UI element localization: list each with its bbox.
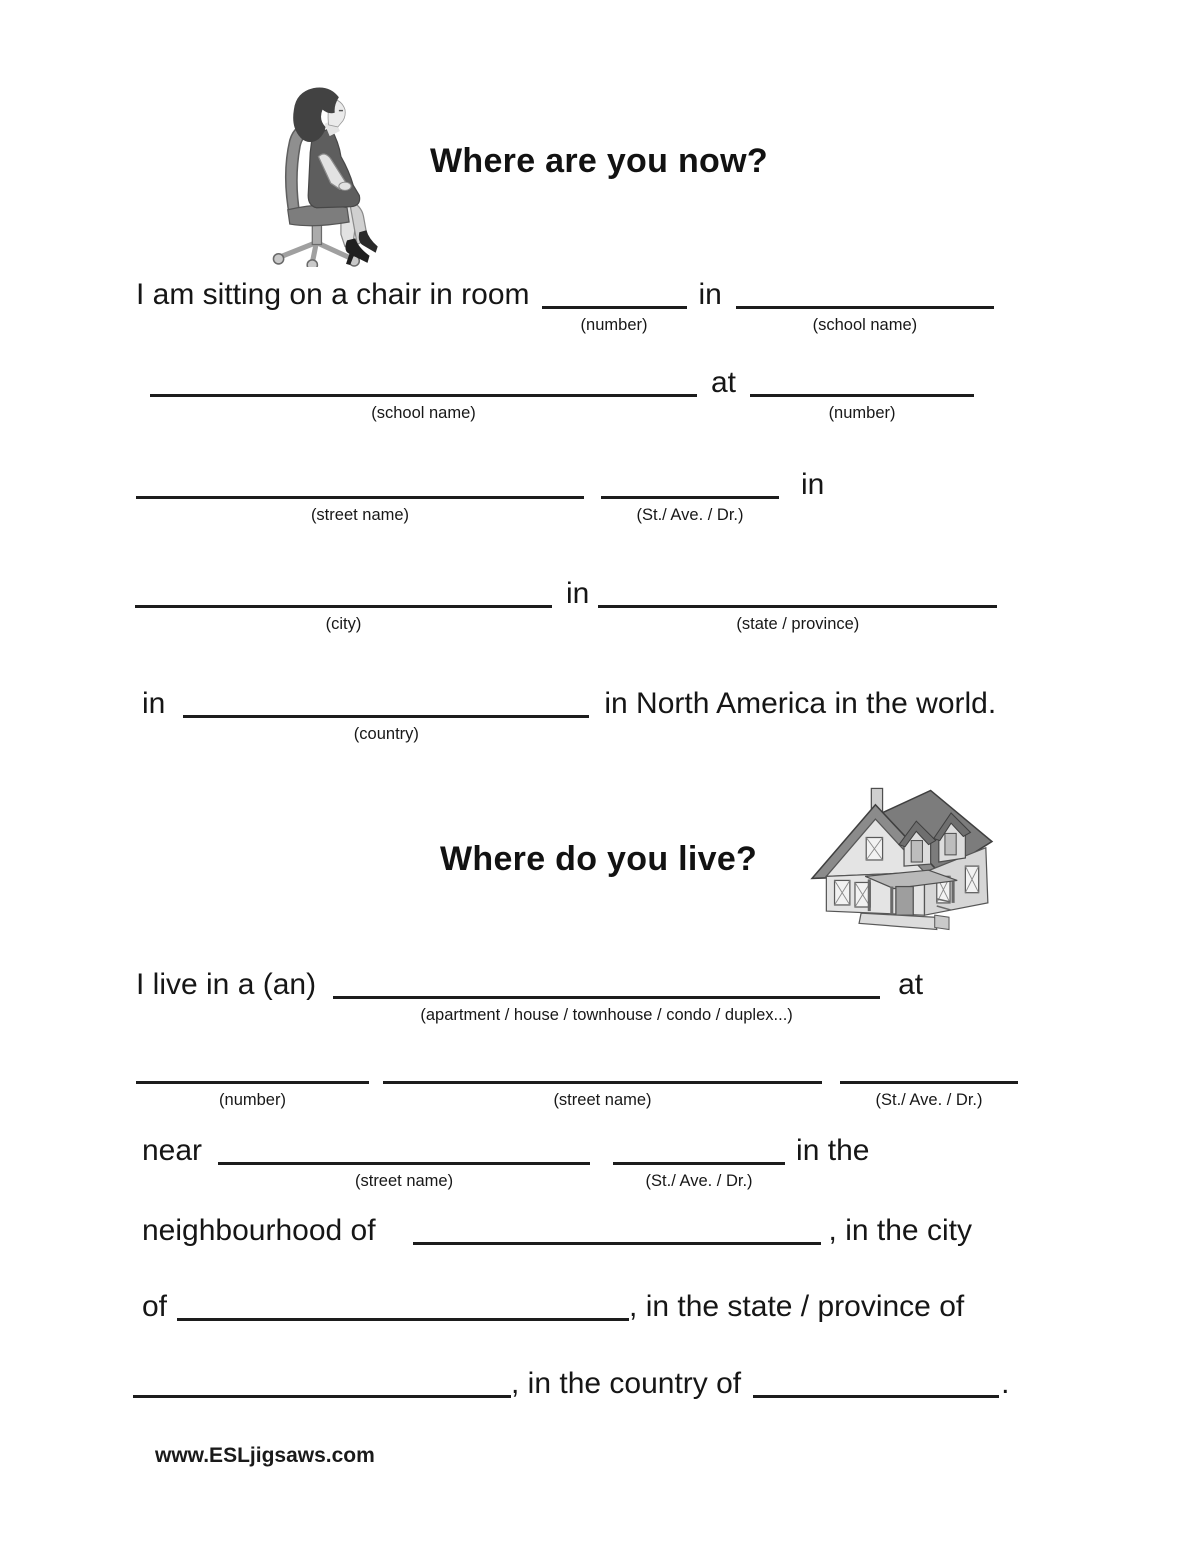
blank-dwelling-type[interactable] [333,996,880,1024]
text-in: in [801,468,825,501]
text-in-the-city: , in the city [828,1214,972,1247]
text-of: of [142,1290,168,1323]
hint-street-type: (St./ Ave. / Dr.) [636,506,744,524]
hint-state-province: (state / province) [736,615,860,633]
row-neighbourhood [142,1214,972,1248]
blank-near-street-type[interactable] [613,1162,785,1190]
row-street [136,468,825,524]
hint-street-name: (street name) [310,506,410,524]
blank-street-type[interactable] [601,496,779,524]
row-country-2 [133,1367,1009,1401]
row-near-street [142,1134,870,1190]
blank-state-province[interactable] [598,605,997,633]
hint-street-type: (St./ Ave. / Dr.) [875,1091,983,1109]
text-period: . [1001,1367,1010,1400]
blank-neighbourhood[interactable] [413,1242,821,1245]
footer-url: www.ESLjigsaws.com [155,1444,375,1467]
blank-country-2[interactable] [753,1395,999,1398]
text-in-the: in the [796,1134,870,1167]
blank-near-street-name[interactable] [218,1162,590,1190]
blank-city-2[interactable] [177,1318,629,1321]
row-home-address [136,1053,1018,1109]
blank-street-name[interactable] [136,496,584,524]
row-sitting [136,278,994,334]
text-state-province-of: , in the state / province of [629,1290,965,1323]
text-country-of: , in the country of [511,1367,742,1400]
hint-number: (number) [219,1091,286,1109]
text-in: in [566,577,590,610]
row-country [142,687,997,743]
row-dwelling [136,968,924,1024]
row-city-state [135,577,997,633]
hint-number: (number) [828,404,896,422]
text-north-america: in North America in the world. [604,687,997,720]
blank-school-name-2[interactable] [150,394,697,422]
hint-city: (city) [325,615,362,633]
text-in: in [142,687,166,720]
blank-school-name[interactable] [736,306,994,334]
blank-home-street-type[interactable] [840,1081,1018,1109]
title-where-do-you-live: Where do you live? [440,840,758,878]
hint-street-name: (street name) [553,1091,652,1109]
hint-dwelling-type: (apartment / house / townhouse / condo / duplex...) [420,1006,793,1024]
hint-school-name: (school name) [812,316,918,334]
woman-on-chair-illustration [253,83,391,267]
text-near: near [142,1134,203,1167]
text-sitting-intro: I am sitting on a chair in room [136,278,530,311]
hint-school-name: (school name) [371,404,476,422]
blank-city[interactable] [135,605,552,633]
blank-country[interactable] [183,715,589,743]
blank-state-province-2[interactable] [133,1395,511,1398]
text-at: at [711,366,737,399]
blank-room-number[interactable] [542,306,687,334]
hint-street-type: (St./ Ave. / Dr.) [645,1172,753,1190]
text-at: at [898,968,924,1001]
row-school-address [150,366,974,422]
hint-number: (number) [580,316,648,334]
blank-house-number[interactable] [136,1081,369,1109]
row-city-2 [142,1290,964,1324]
text-in: in [698,278,722,311]
title-where-are-you-now: Where are you now? [430,142,768,180]
blank-street-number[interactable] [750,394,974,422]
text-neighbourhood-of: neighbourhood of [142,1214,376,1247]
hint-street-name: (street name) [354,1172,454,1190]
text-live-intro: I live in a (an) [136,968,317,1001]
blank-home-street-name[interactable] [383,1081,822,1109]
house-illustration [810,784,994,938]
hint-country: (country) [353,725,419,743]
